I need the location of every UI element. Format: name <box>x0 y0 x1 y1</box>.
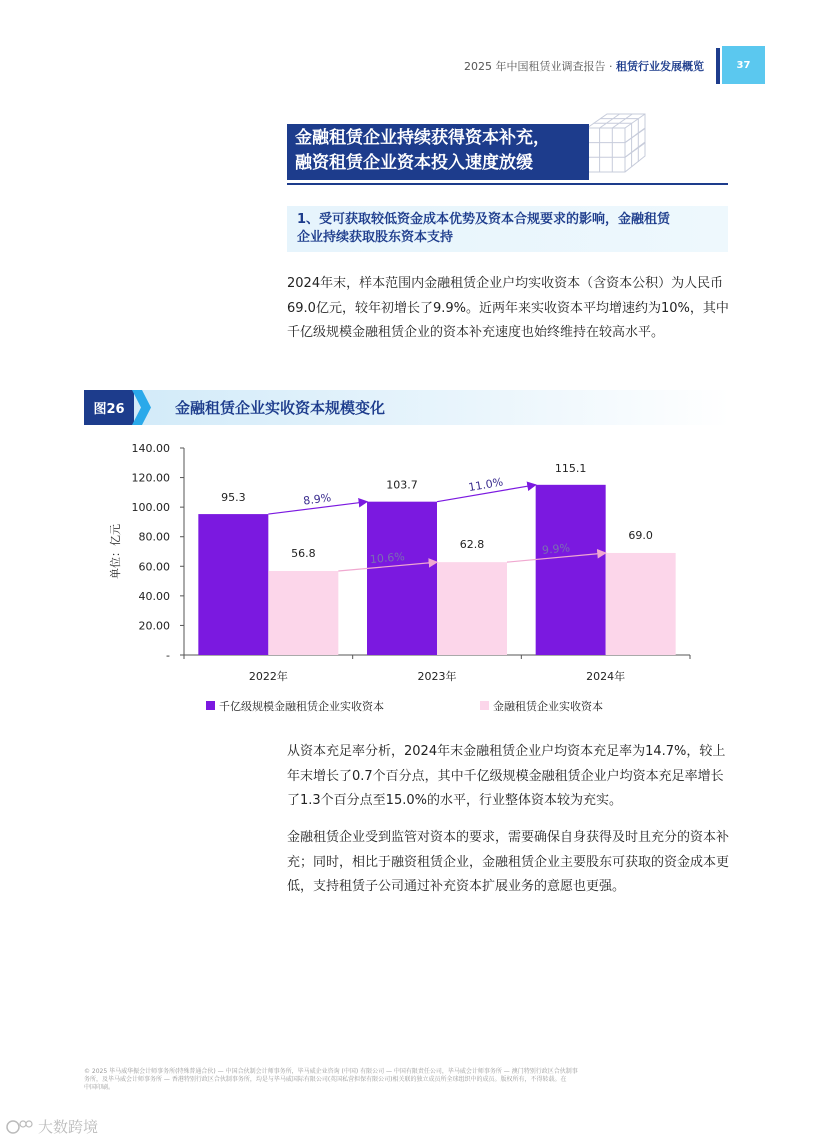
y-tick-label: 20.00 <box>138 619 170 633</box>
page-number: 37 <box>722 46 765 84</box>
footer-line3: 中国印刷。 <box>84 1084 115 1091</box>
section-name: 租赁行业发展概览 <box>616 60 704 73</box>
data-label: 103.7 <box>386 478 418 492</box>
section-title <box>287 124 589 180</box>
watermark-logo-icon <box>6 1119 34 1135</box>
chart-bars <box>198 485 675 655</box>
data-label: 69.0 <box>628 528 653 542</box>
bar-secondary <box>606 553 676 655</box>
x-tick-label: 2023年 <box>417 670 457 683</box>
capital-bar-chart <box>100 436 720 726</box>
growth-label: 11.0% <box>467 475 505 495</box>
cube-graphic <box>583 106 649 180</box>
data-label: 62.8 <box>459 538 485 552</box>
x-tick-label: 2024年 <box>586 670 626 683</box>
growth-label: 8.9% <box>302 491 332 508</box>
y-tick-label: 80.00 <box>138 530 170 544</box>
legend-label: 千亿级规模金融租赁企业实收资本 <box>219 700 384 713</box>
growth-label: 9.9% <box>541 541 571 557</box>
bar-primary <box>536 485 606 655</box>
y-tick-label: 140.00 <box>131 442 170 455</box>
bar-primary <box>367 502 437 655</box>
title-underline <box>287 183 728 185</box>
footer-line2: 务所，及毕马威会计师事务所 — 香港特别行政区合伙制事务所，均是与毕马威国际有限公司(英国私营担保有限公司)相关联的独立成员所全球组织中的成员。版权所有，不得转载。在 <box>84 1076 567 1083</box>
report-name: 2025 年中国租赁业调查报告 · <box>464 60 616 73</box>
watermark <box>6 1116 98 1137</box>
y-tick-label: - <box>166 649 170 662</box>
paragraph-1: 2024年末，样本范围内金融租赁企业户均实收资本（含资本公积）为人民币69.0亿元，较年初增长了9.9%。近两年来实收资本平均增速约为10%，其中千亿级规模金融租赁企业的资本补充速度也始终维持在较高水平。 <box>287 276 729 340</box>
bar-secondary <box>268 571 338 655</box>
subheading-line1: 1、受可获取较低资金成本优势及资本合规要求的影响，金融租赁 <box>297 212 671 227</box>
data-label: 95.3 <box>221 491 246 505</box>
legend-swatch <box>206 701 215 710</box>
y-tick-label: 100.00 <box>131 501 170 515</box>
figure-tag: 图26 <box>84 390 134 425</box>
growth-label: 10.6% <box>369 550 406 567</box>
data-label: 115.1 <box>554 461 587 475</box>
footer-line1: © 2025 毕马威华振会计师事务所(特殊普通合伙) — 中国合伙制会计师事务所，毕马威企业咨询 (中国) 有限公司 — 中国有限责任公司，毕马威会计师事务所 — 澳门特别行政区合伙制事 <box>84 1068 578 1075</box>
y-axis-title: 单位：亿元 <box>109 524 122 579</box>
legend-label: 金融租赁企业实收资本 <box>493 700 603 713</box>
subheading <box>287 206 728 252</box>
bar-primary <box>198 514 268 655</box>
y-tick-label: 60.00 <box>138 560 170 574</box>
x-tick-label: 2022年 <box>248 670 288 683</box>
figure-title: 金融租赁企业实收资本规模变化 <box>175 399 386 417</box>
subheading-line2: 企业持续获取股东资本支持 <box>297 230 454 245</box>
copyright-footer <box>84 1068 734 1092</box>
chevron-right-icon <box>130 390 152 425</box>
y-tick-label: 40.00 <box>138 589 170 603</box>
y-tick-label: 120.00 <box>131 471 170 485</box>
section-title-line2: 融资租赁企业资本投入速度放缓 <box>295 153 533 173</box>
legend-swatch <box>480 701 489 710</box>
data-label: 56.8 <box>291 547 316 561</box>
header-divider <box>716 48 720 84</box>
paragraph-2: 从资本充足率分析，2024年末金融租赁企业户均资本充足率为14.7%，较上年末增长了0.7个百分点，其中千亿级规模金融租赁企业户均资本充足率增长了1.3个百分点至15.0%的水平，行业整体资本较为充实。 <box>287 744 726 808</box>
paragraph-3: 金融租赁企业受到监管对资本的要求，需要确保自身获得及时且充分的资本补充；同时，相比于融资租赁企业，金融租赁企业主要股东可获取的资金成本更低，支持租赁子公司通过补充资本扩展业务的意愿也更强。 <box>287 830 730 894</box>
bar-secondary <box>437 562 507 655</box>
section-title-line1: 金融租赁企业持续获得资本补充， <box>295 128 550 148</box>
chart-legend <box>206 699 603 713</box>
running-header <box>464 58 704 74</box>
watermark-text: 大数跨境 <box>38 1118 99 1136</box>
